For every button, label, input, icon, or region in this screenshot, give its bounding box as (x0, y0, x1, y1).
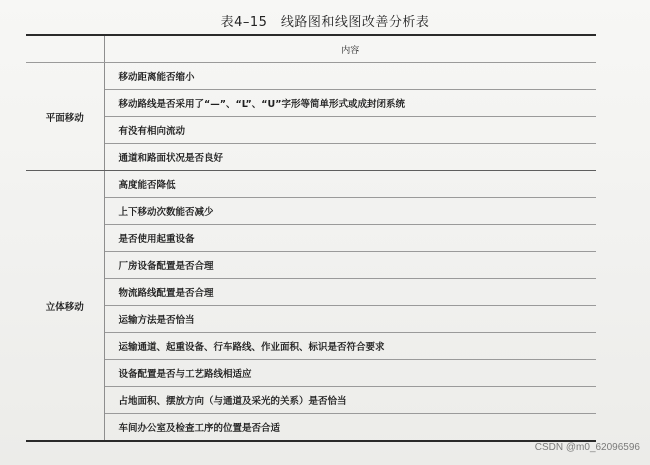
table-caption: 表4–15 线路图和线图改善分析表 (220, 15, 430, 30)
table-cell: 运输方法是否恰当 (104, 306, 596, 333)
table-cell: 移动距离能否缩小 (104, 63, 596, 90)
table-cell: 高度能否降低 (104, 171, 596, 198)
table-row (26, 171, 596, 198)
source-watermark: CSDN @m0_62096596 (534, 442, 640, 453)
table-row (26, 63, 596, 90)
table-cell: 物流路线配置是否合理 (104, 279, 596, 306)
table-header-row (26, 35, 596, 63)
table-cell: 通道和路面状况是否良好 (104, 144, 596, 171)
table-cell: 设备配置是否与工艺路线相适应 (104, 360, 596, 387)
table-row (26, 225, 596, 252)
table-cell: 车间办公室及检查工序的位置是否合适 (104, 414, 596, 442)
table-row (26, 387, 596, 414)
table-cell: 是否使用起重设备 (104, 225, 596, 252)
table-cell: 移动路线是否采用了“—”、“L”、“U”字形等简单形式或成封闭系统 (104, 90, 596, 117)
table-row (26, 90, 596, 117)
table-cell: 运输通道、起重设备、行车路线、作业面积、标识是否符合要求 (104, 333, 596, 360)
table-row (26, 306, 596, 333)
table-row (26, 117, 596, 144)
table-row (26, 198, 596, 225)
table-row (26, 360, 596, 387)
table-row (26, 144, 596, 171)
table-row (26, 279, 596, 306)
group-label-plane: 平面移动 (26, 63, 104, 171)
table-cell: 厂房设备配置是否合理 (104, 252, 596, 279)
table-cell: 占地面积、摆放方向（与通道及采光的关系）是否恰当 (104, 387, 596, 414)
table-cell: 上下移动次数能否减少 (104, 198, 596, 225)
table-row (26, 252, 596, 279)
improvement-analysis-table (26, 34, 596, 442)
content-column-header: 内容 (104, 35, 596, 63)
table-cell: 有没有相向流动 (104, 117, 596, 144)
table-row (26, 333, 596, 360)
group-label-vertical: 立体移动 (26, 171, 104, 442)
header-corner-cell (26, 35, 104, 63)
table-row (26, 414, 596, 442)
